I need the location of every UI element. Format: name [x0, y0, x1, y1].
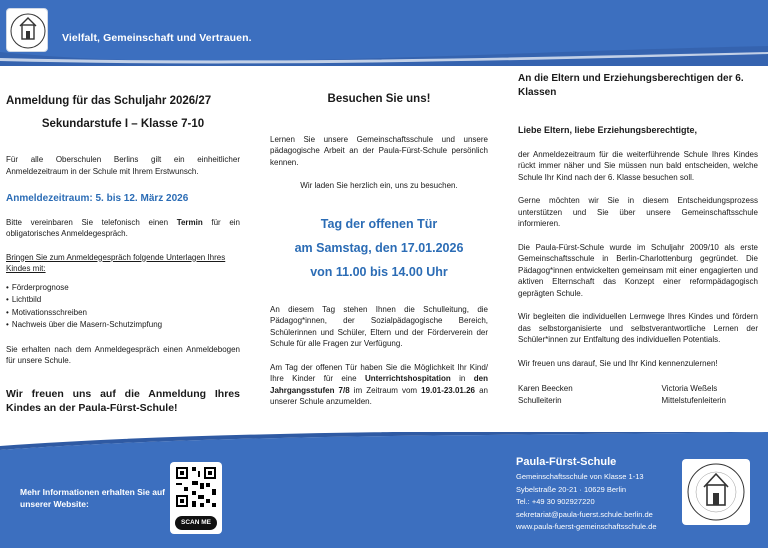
visit-invite: Wir laden Sie herzlich ein, uns zu besuchen.	[300, 181, 458, 190]
letter-paragraph: Wir freuen uns darauf, Sie und Ihr Kind kennenzulernen!	[518, 358, 718, 368]
open-day-date: am Samstag, den 17.01.2026	[294, 240, 464, 255]
signer-middle-school-head: Victoria Weßels Mittelstufenleiterin	[661, 384, 726, 405]
documents-heading: Bringen Sie zum Anmeldegespräch folgende Unterlagen Ihres Kindes mit:	[6, 252, 226, 273]
school-type: Gemeinschaftsschule von Klasse 1-13	[516, 472, 644, 481]
list-item: • Lichtbild	[6, 294, 240, 307]
hospitation-note: Am Tag der offenen Tür haben Sie die Möglichkeit Ihr Kind/ Ihre Kinder für eine Unterrichtshospitation in den Jahrgangsstufen 7/8 im Zeitraum vom 19.01-23.01.26 an unserer Schule anzumelden.	[270, 362, 489, 406]
signatures	[518, 383, 726, 407]
list-item: • Förderprognose	[6, 282, 240, 295]
documents-list	[6, 282, 240, 332]
registration-intro: Für alle Oberschulen Berlins gilt ein einheitlicher Anmeldezeitraum in der Schule mit Ihrem Erstwunsch.	[6, 155, 240, 176]
letter-paragraph: der Anmeldezeitraum für die weiterführende Schule Ihres Kindes rückt immer näher und Sie müssen nun bald entscheiden, welche Schule Ihr Kind nach der 6. Klasse besuchen soll.	[518, 149, 758, 182]
form-note: Sie erhalten nach dem Anmeldegespräch einen Anmeldebogen für unsere Schule.	[6, 344, 240, 365]
open-day-box	[270, 212, 488, 284]
school-name: Paula-Fürst-Schule	[516, 456, 617, 468]
open-day-people: An diesem Tag stehen Ihnen die Schulleitung, die Pädagog*innen, der Sozialpädagogische Bereich, Schülerinnen und Schüler, Eltern und der Förderverein der Schule für alle Fragen zur Verfügung.	[270, 304, 488, 348]
school-phone: Tel.: +49 30 902927220	[516, 497, 595, 506]
school-website-link[interactable]: www.paula-fuerst-gemeinschaftsschule.de	[516, 522, 657, 531]
letter-paragraph: Gerne möchten wir Sie in diesem Entscheidungsprozess unterstützen und Sie über unsere Gemeinschaftsschule informieren.	[518, 196, 758, 228]
visit-column	[270, 94, 488, 408]
letter-greeting: Liebe Eltern, liebe Erziehungsberechtigte,	[518, 125, 698, 135]
registration-title: Anmeldung für das Schuljahr 2026/27	[6, 95, 212, 107]
list-item: • Motivationsschreiben	[6, 307, 240, 320]
scan-me-label: SCAN ME	[175, 516, 217, 530]
visit-title: Besuchen Sie uns!	[327, 93, 431, 105]
header-band	[0, 0, 768, 66]
registration-period: Anmeldezeitraum: 5. bis 12. März 2026	[6, 193, 189, 204]
registration-column	[6, 94, 240, 415]
registration-closing: Wir freuen uns auf die Anmeldung Ihres Kindes an der Paula-Fürst-Schule!	[6, 387, 240, 414]
letter-title: An die Eltern und Erziehungsberechtigen der 6. Klassen	[518, 73, 744, 98]
letter-paragraph: Wir begleiten die individuellen Lernwege Ihres Kindes und fördern das selbstorganisierte und selbstverantwortliche Lernen der Schüler*innen zur Entfaltung des individuellen Potentials.	[518, 312, 758, 344]
qr-code-link[interactable]	[170, 462, 222, 534]
open-day-time: von 11.00 bis 14.00 Uhr	[310, 264, 448, 279]
more-info-text: Mehr Informationen erhalten Sie auf unserer Website:	[20, 487, 165, 509]
school-logo-icon	[6, 8, 48, 52]
signer-principal: Karen Beecken Schulleiterin	[518, 384, 573, 405]
list-item: • Nachweis über die Masern-Schutzimpfung	[6, 319, 240, 332]
letter-paragraph: Die Paula-Fürst-Schule wurde im Schuljahr 2009/10 als erste Gemeinschaftsschule in Berlin-Charlottenburg gegründet. Die Pädagog*innen entwickelten gemeinsam mit einer engagierten und aktiven Elternschaft das Konzept einer reformpädagogisch geprägten Schule.	[518, 242, 758, 298]
header-slogan: Vielfalt, Gemeinschaft und Vertrauen.	[62, 32, 252, 44]
visit-intro: Lernen Sie unsere Gemeinschaftsschule und unsere pädagogische Arbeit an der Paula-Fürst-Schule persönlich kennen.	[270, 134, 488, 167]
school-address: Sybelstraße 20-21 · 10629 Berlin	[516, 484, 627, 494]
school-logo-icon	[682, 459, 750, 525]
registration-subtitle: Sekundarstufe I – Klasse 7-10	[41, 118, 205, 130]
open-day-title: Tag der offenen Tür	[320, 216, 438, 231]
school-email-link[interactable]: sekretariat@paula-fuerst.schule.berlin.de	[516, 509, 653, 519]
qr-code-icon	[174, 465, 218, 509]
appointment-note: Bitte vereinbaren Sie telefonisch einen Termin für ein obligatorisches Anmeldegespräch.	[6, 217, 240, 238]
parents-letter-column	[518, 72, 758, 407]
school-contact	[516, 456, 686, 534]
